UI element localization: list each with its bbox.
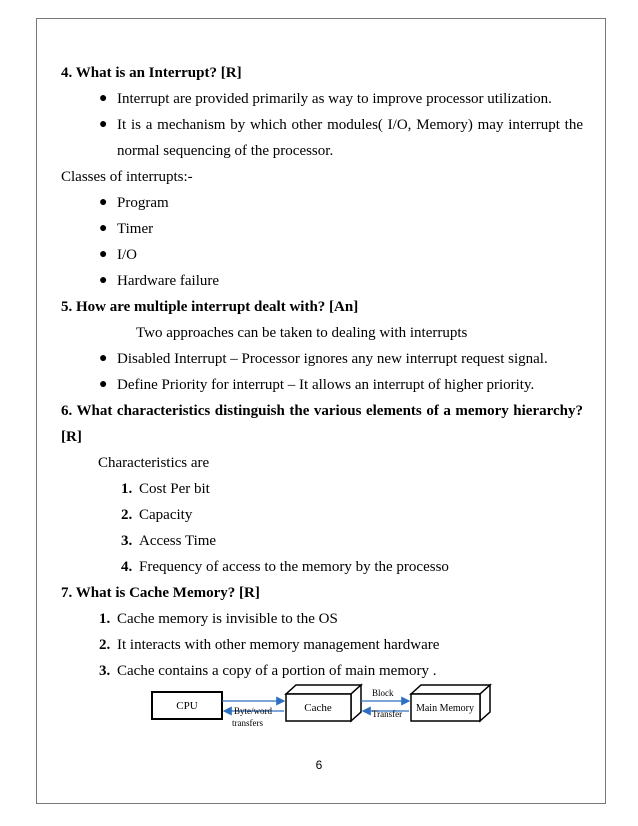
characteristics-list — [61, 476, 583, 580]
question-6-heading-tag: [R] — [61, 429, 82, 445]
question-4-heading: 4. What is an Interrupt? [R] — [61, 65, 242, 81]
bullet-icon: ● — [99, 247, 108, 262]
question-7-heading: 7. What is Cache Memory? [R] — [61, 585, 260, 601]
question-6-heading: 6. What characteristics distinguish the various elements of a memory hierarchy? — [61, 403, 583, 419]
block-label: Block — [372, 688, 394, 698]
list-item: ● Interrupt are provided primarily as way to improve processor utilization. — [61, 86, 583, 112]
byte-word-label: Byte/word — [234, 706, 272, 716]
bullet-icon: ● — [99, 117, 108, 132]
list-item: 4. Frequency of access to the memory by the processo — [121, 559, 449, 575]
bullet-icon: ● — [99, 377, 108, 392]
bullet-icon: ● — [99, 195, 108, 210]
transfer-label: Transfer — [372, 709, 403, 719]
page-number: 6 — [315, 758, 323, 772]
cache-box-top — [286, 685, 361, 694]
list-item: 1. Cache memory is invisible to the OS — [99, 611, 338, 627]
question-5-bullets — [61, 346, 583, 398]
interrupt-classes-list — [61, 190, 583, 294]
list-item: ● Timer — [61, 216, 583, 242]
cache-label: Cache — [304, 702, 332, 714]
list-item: ● I/O — [61, 242, 583, 268]
list-item: 3. Cache contains a copy of a portion of main memory . — [99, 663, 437, 679]
bullet-icon: ● — [99, 351, 108, 366]
list-item: 3. Access Time — [121, 533, 217, 549]
bullet-icon: ● — [99, 91, 108, 106]
list-item: 2. It interacts with other memory management hardware — [99, 637, 440, 653]
question-5-heading: 5. How are multiple interrupt dealt with? [An] — [61, 299, 359, 315]
list-item: 1. Cost Per bit — [121, 481, 210, 497]
list-item: ● Define Priority for interrupt – It allows an interrupt of higher priority. — [61, 372, 583, 398]
list-item: 2. Capacity — [121, 507, 193, 523]
page-content — [61, 60, 583, 684]
list-item: ● Disabled Interrupt – Processor ignores any new interrupt request signal. — [61, 346, 583, 372]
main-memory-label: Main Memory — [415, 703, 475, 714]
main-memory-box-top — [411, 685, 490, 694]
list-item: ● Program — [61, 190, 583, 216]
list-item: ● Hardware failure — [61, 268, 583, 294]
classes-label: Classes of interrupts:- — [61, 169, 193, 185]
cpu-label: CPU — [176, 700, 198, 712]
cache-memory-diagram — [150, 683, 495, 733]
bullet-icon: ● — [99, 221, 108, 236]
question-4-bullets — [61, 86, 583, 164]
list-item: ● It is a mechanism by which other modules( I/O, Memory) may interrupt the normal sequencing of the processor. — [61, 112, 583, 164]
transfers-label: transfers — [232, 718, 263, 728]
characteristics-intro: Characteristics are — [98, 455, 210, 471]
approaches-intro: Two approaches can be taken to dealing with interrupts — [136, 325, 468, 341]
cache-facts-list — [61, 606, 583, 684]
bullet-icon: ● — [99, 273, 108, 288]
